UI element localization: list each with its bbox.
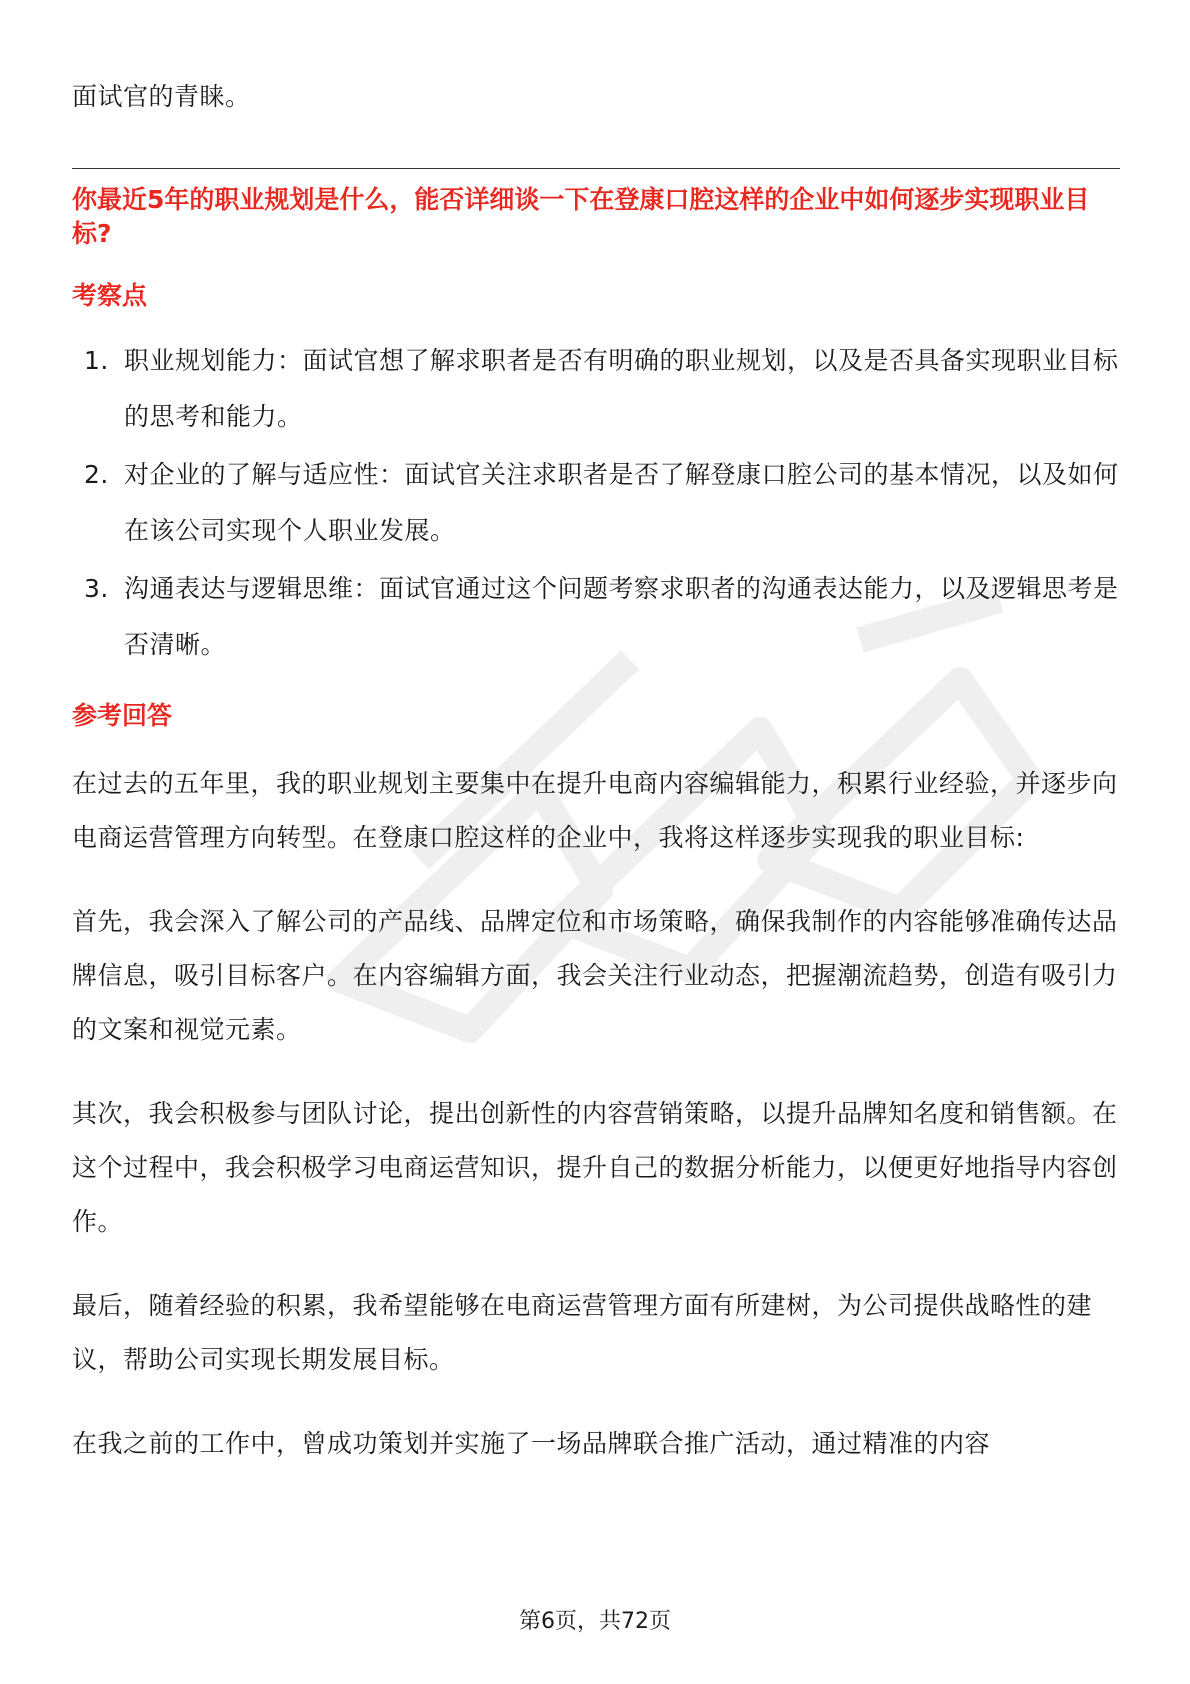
assessment-item-text: 沟通表达与逻辑思维：面试官通过这个问题考察求职者的沟通表达能力，以及逻辑思考是否清晰。 xyxy=(124,574,1119,659)
assessment-item-text: 职业规划能力：面试官想了解求职者是否有明确的职业规划，以及是否具备实现职业目标的思考和能力。 xyxy=(124,346,1119,431)
page-content xyxy=(72,70,1120,1471)
page-number-footer: 第6页，共72页 xyxy=(519,1609,671,1634)
assessment-item-text: 对企业的了解与适应性：面试官关注求职者是否了解登康口腔公司的基本情况，以及如何在该公司实现个人职业发展。 xyxy=(124,460,1119,545)
answer-paragraph: 在过去的五年里，我的职业规划主要集中在提升电商内容编辑能力，积累行业经验，并逐步向电商运营管理方向转型。在登康口腔这样的企业中，我将这样逐步实现我的职业目标: xyxy=(72,769,1118,852)
assessment-item-number: 3. xyxy=(84,574,109,603)
assessment-item-number: 2. xyxy=(84,460,109,489)
assessment-heading: 考察点 xyxy=(72,281,148,310)
answer-paragraph: 其次，我会积极参与团队讨论，提出创新性的内容营销策略，以提升品牌知名度和销售额。在这个过程中，我会积极学习电商运营知识，提升自己的数据分析能力，以便更好地指导内容创作。 xyxy=(72,1099,1118,1236)
reference-answer xyxy=(72,757,1120,1471)
assessment-list xyxy=(72,333,1120,673)
reference-answer-heading: 参考回答 xyxy=(72,701,173,730)
assessment-item xyxy=(72,333,1120,445)
answer-paragraph: 最后，随着经验的积累，我希望能够在电商运营管理方面有所建树，为公司提供战略性的建议，帮助公司实现长期发展目标。 xyxy=(72,1291,1093,1374)
interview-question: 你最近5年的职业规划是什么，能否详细谈一下在登康口腔这样的企业中如何逐步实现职业目标? xyxy=(72,185,1090,248)
assessment-item xyxy=(72,561,1120,673)
assessment-item xyxy=(72,447,1120,559)
section-divider xyxy=(72,168,1120,169)
answer-paragraph: 在我之前的工作中，曾成功策划并实施了一场品牌联合推广活动，通过精准的内容 xyxy=(72,1429,991,1458)
answer-paragraph: 首先，我会深入了解公司的产品线、品牌定位和市场策略，确保我制作的内容能够准确传达品牌信息，吸引目标客户。在内容编辑方面，我会关注行业动态，把握潮流趋势，创造有吸引力的文案和视觉元素。 xyxy=(72,907,1118,1044)
assessment-item-number: 1. xyxy=(84,346,109,375)
intro-tail-text: 面试官的青睐。 xyxy=(72,82,251,111)
